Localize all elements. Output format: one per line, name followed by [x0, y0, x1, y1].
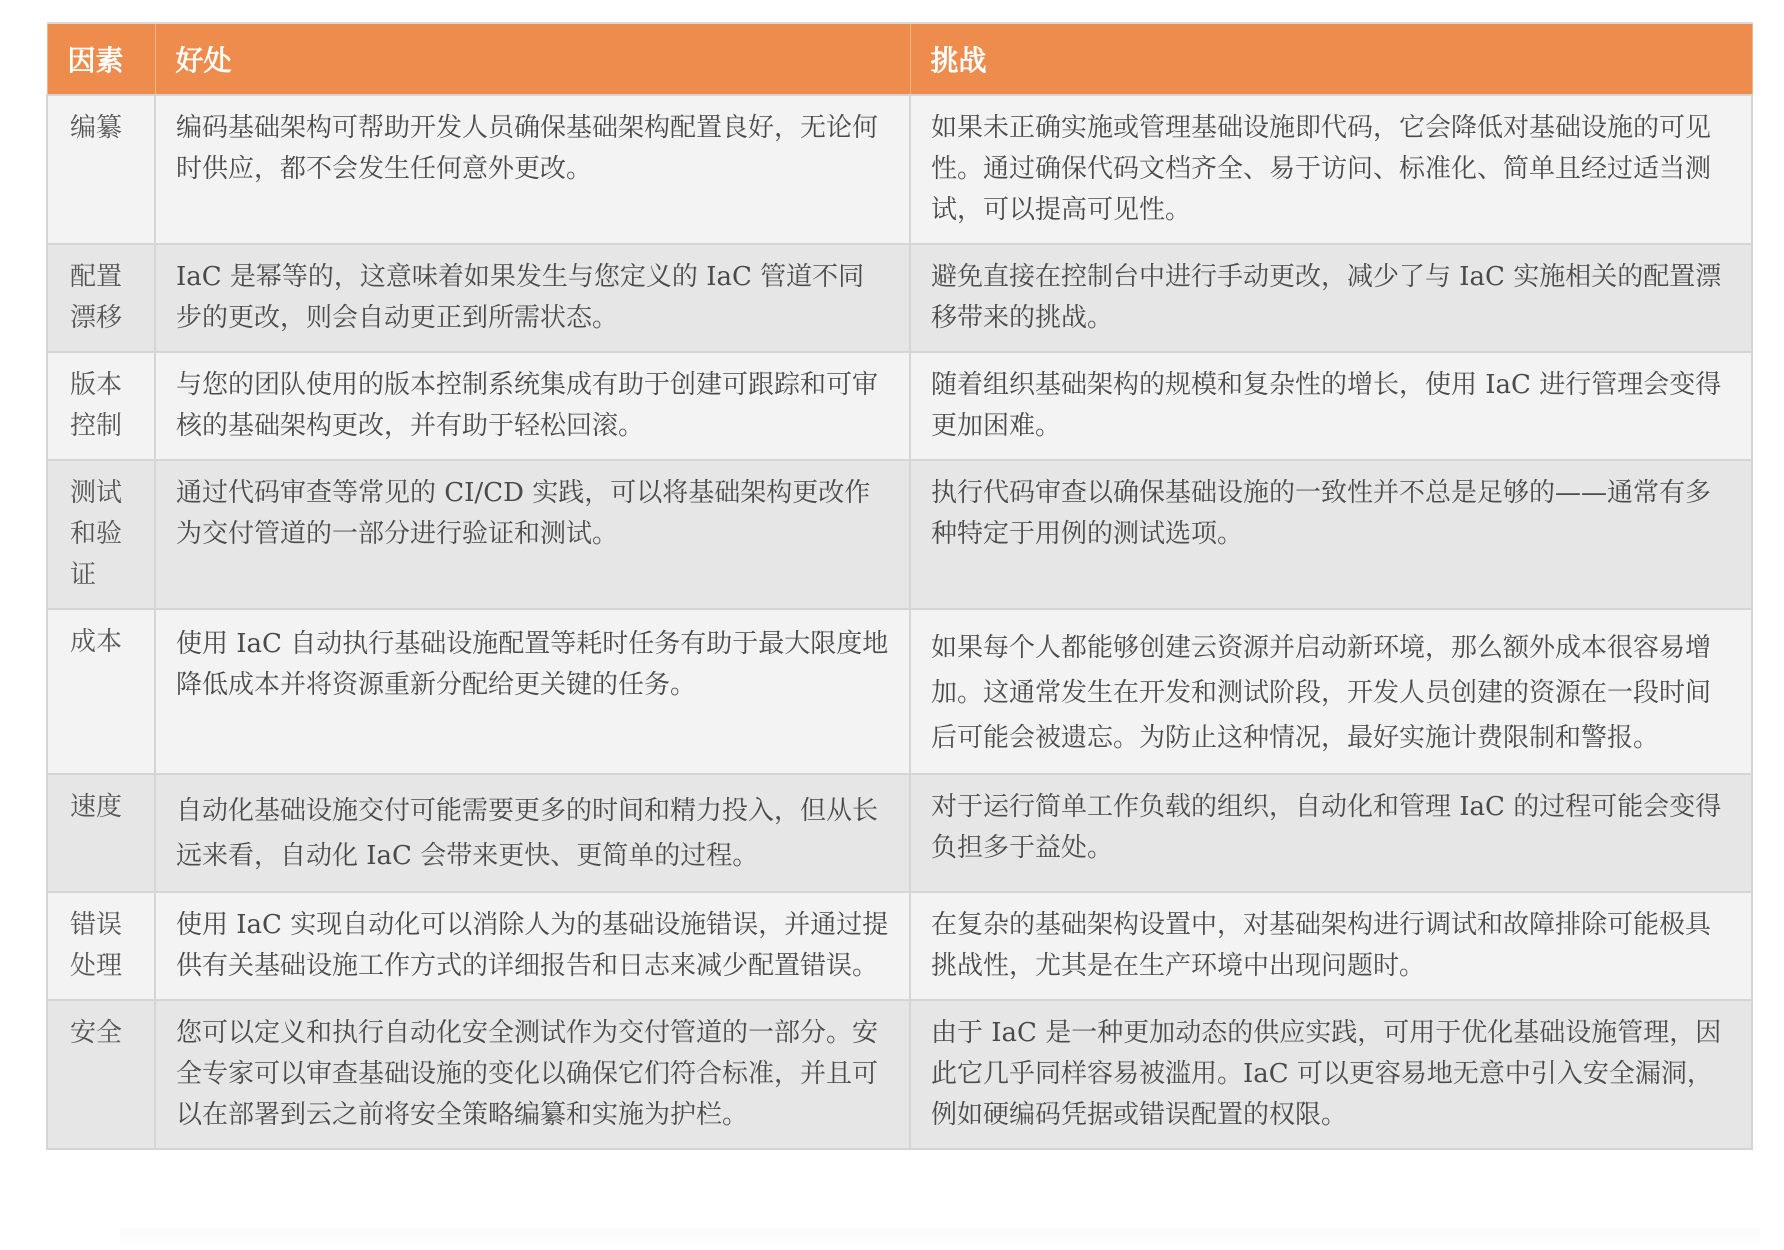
comparison-table-container — [46, 22, 1751, 1150]
header-challenge: 挑战 — [910, 23, 1752, 95]
challenge-cell: 避免直接在控制台中进行手动更改，减少了与 IaC 实施相关的配置漂移带来的挑战。 — [910, 244, 1752, 352]
benefit-cell: 与您的团队使用的版本控制系统集成有助于创建可跟踪和可审核的基础架构更改，并有助于轻松回滚。 — [155, 352, 910, 460]
challenge-cell: 如果未正确实施或管理基础设施即代码，它会降低对基础设施的可见性。通过确保代码文档齐全、易于访问、标准化、简单且经过适当测试，可以提高可见性。 — [910, 95, 1752, 244]
table-body — [47, 95, 1752, 1149]
table-header — [47, 23, 1752, 95]
table-row — [47, 1000, 1752, 1149]
challenge-cell: 随着组织基础架构的规模和复杂性的增长，使用 IaC 进行管理会变得更加困难。 — [910, 352, 1752, 460]
factor-cell: 成本 — [47, 609, 155, 774]
header-factor: 因素 — [47, 23, 155, 95]
table-row — [47, 352, 1752, 460]
header-benefit: 好处 — [155, 23, 910, 95]
challenge-cell: 在复杂的基础架构设置中，对基础架构进行调试和故障排除可能极具挑战性，尤其是在生产环境中出现问题时。 — [910, 892, 1752, 1000]
factor-cell: 安全 — [47, 1000, 155, 1149]
challenge-cell: 如果每个人都能够创建云资源并启动新环境，那么额外成本很容易增加。这通常发生在开发和测试阶段，开发人员创建的资源在一段时间后可能会被遗忘。为防止这种情况，最好实施计费限制和警报。 — [910, 609, 1752, 774]
factor-cell: 版本控制 — [47, 352, 155, 460]
benefit-cell: 通过代码审查等常见的 CI/CD 实践，可以将基础架构更改作为交付管道的一部分进行验证和测试。 — [155, 460, 910, 609]
table-row — [47, 460, 1752, 609]
factor-cell: 测试和验证 — [47, 460, 155, 609]
page-bottom-shadow — [120, 1228, 1760, 1250]
header-row — [47, 23, 1752, 95]
table-row — [47, 95, 1752, 244]
benefit-cell: 使用 IaC 自动执行基础设施配置等耗时任务有助于最大限度地降低成本并将资源重新分配给更关键的任务。 — [155, 609, 910, 774]
table-row — [47, 774, 1752, 892]
benefit-cell: IaC 是幂等的，这意味着如果发生与您定义的 IaC 管道不同步的更改，则会自动更正到所需状态。 — [155, 244, 910, 352]
benefit-cell: 自动化基础设施交付可能需要更多的时间和精力投入，但从长远来看，自动化 IaC 会带来更快、更简单的过程。 — [155, 774, 910, 892]
challenge-cell: 由于 IaC 是一种更加动态的供应实践，可用于优化基础设施管理，因此它几乎同样容易被滥用。IaC 可以更容易地无意中引入安全漏洞，例如硬编码凭据或错误配置的权限。 — [910, 1000, 1752, 1149]
table-row — [47, 892, 1752, 1000]
iac-comparison-table — [46, 22, 1753, 1150]
benefit-cell: 您可以定义和执行自动化安全测试作为交付管道的一部分。安全专家可以审查基础设施的变化以确保它们符合标准，并且可以在部署到云之前将安全策略编纂和实施为护栏。 — [155, 1000, 910, 1149]
factor-cell: 编纂 — [47, 95, 155, 244]
factor-cell: 速度 — [47, 774, 155, 892]
table-row — [47, 244, 1752, 352]
challenge-cell: 对于运行简单工作负载的组织，自动化和管理 IaC 的过程可能会变得负担多于益处。 — [910, 774, 1752, 892]
benefit-cell: 使用 IaC 实现自动化可以消除人为的基础设施错误，并通过提供有关基础设施工作方式的详细报告和日志来减少配置错误。 — [155, 892, 910, 1000]
challenge-cell: 执行代码审查以确保基础设施的一致性并不总是足够的——通常有多种特定于用例的测试选项。 — [910, 460, 1752, 609]
factor-cell: 配置漂移 — [47, 244, 155, 352]
factor-cell: 错误处理 — [47, 892, 155, 1000]
benefit-cell: 编码基础架构可帮助开发人员确保基础架构配置良好，无论何时供应，都不会发生任何意外更改。 — [155, 95, 910, 244]
table-row — [47, 609, 1752, 774]
